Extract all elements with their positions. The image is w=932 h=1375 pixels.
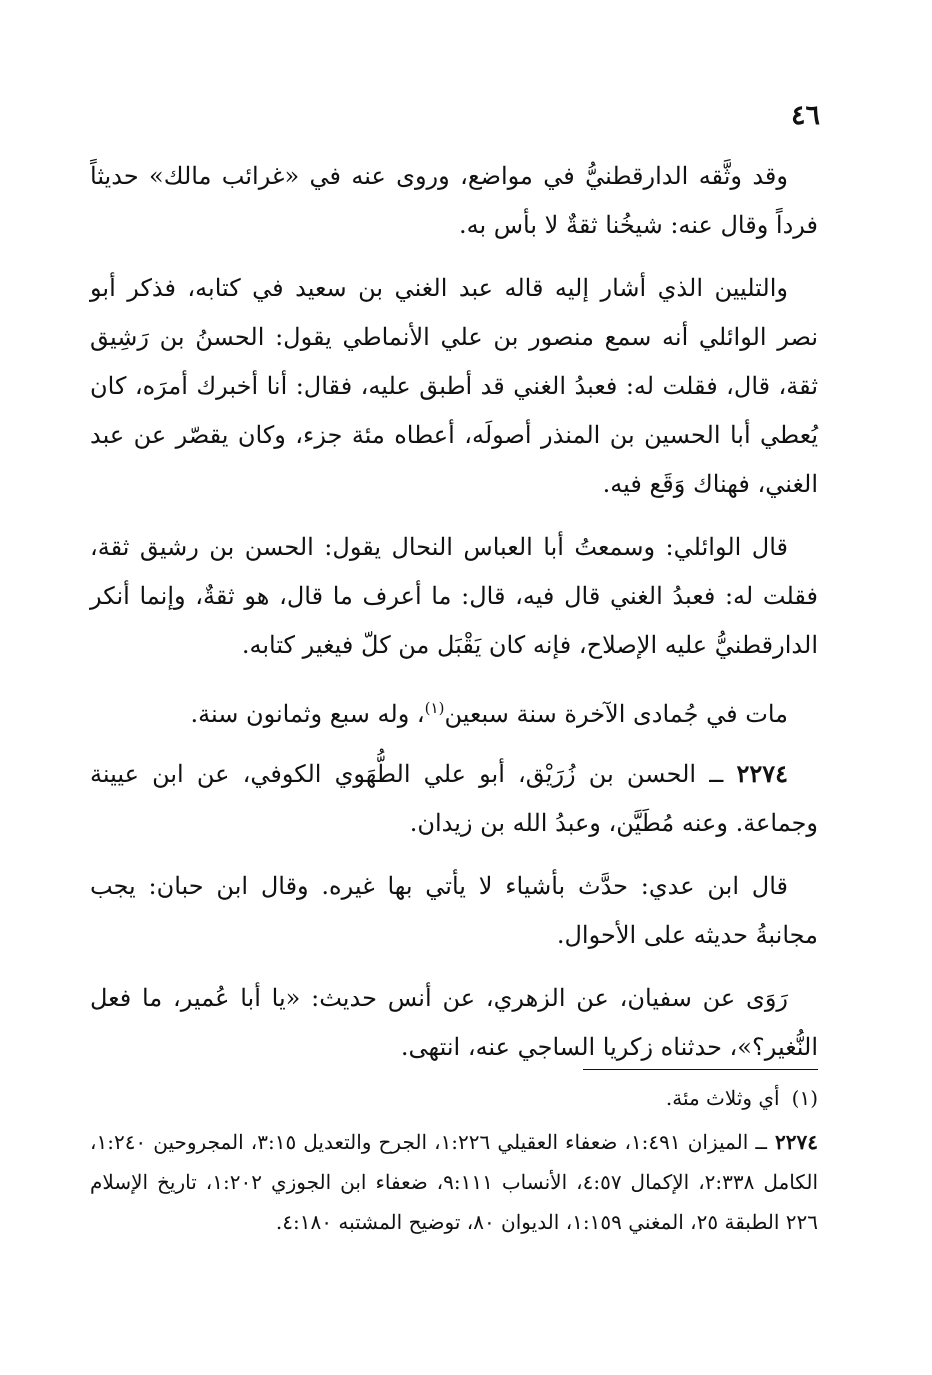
entry-2274 [90, 749, 818, 848]
footnote-1-text: أي وثلاث مئة. [665, 1086, 780, 1110]
footnotes-section [90, 1078, 818, 1242]
paragraph-1: وقد وثَّقه الدارقطنيُّ في مواضع، وروى عنه في «غرائب مالك» حديثاً فرداً وقال عنه: شيخُنا ثقةٌ لا بأس به. [90, 162, 818, 239]
paragraph-4-tail: ، وله سبع وثمانون سنة. [190, 700, 425, 728]
paragraph-7: رَوَى عن سفيان، عن الزهري، عن أنس حديث: «يا أبا عُمير، ما فعل النُّغير؟»، حدثناه زكريا الساجي عنه، انتهى. [90, 984, 818, 1061]
paragraph-4-text: مات في جُمادى الآخرة سنة سبعين [444, 700, 788, 728]
paragraph-2: والتليين الذي أشار إليه قاله عبد الغني بن سعيد في كتابه، فذكر أبو نصر الوائلي أنه سمع منصور بن علي الأنماطي يقول: الحسنُ بن رَشِيق ثقة، قال، فقلت له: فعبدُ الغني قد أطبق عليه، فقال: أنا أخبرك أمرَه، كان يُعطي أبا الحسين بن المنذر أصولَه، أعطاه مئة جزء، وكان يقصّر عن عبد الغني، فهناك وَقَع فيه. [90, 274, 819, 498]
footnote-2274-marker: ٢٢٧٤ [775, 1130, 819, 1154]
paragraph-4 [90, 684, 818, 739]
footnote-reference: (١) [424, 699, 445, 717]
entry-text: ــ الحسن بن زُرَيْق، أبو علي الطُّهَوي الكوفي، عن ابن عيينة وجماعة. وعنه مُطَيَّن، وعبدُ الله بن زيدان. [90, 760, 818, 837]
footnote-2274 [90, 1122, 818, 1242]
paragraph-3: قال الوائلي: وسمعتُ أبا العباس النحال يقول: الحسن بن رشيق ثقة، فقلت له: فعبدُ الغني قال فيه، قال: ما أعرف ما قال، هو ثقةٌ، وإنما أنكر الدارقطنيُّ عليه الإصلاح، فإنه كان يَقْبَل من كلّ فيغير كتابه. [90, 533, 818, 659]
footnote-1 [90, 1078, 818, 1118]
footnote-1-marker: (١) [791, 1086, 818, 1110]
page-number: ٤٦ [790, 100, 820, 131]
main-text [90, 152, 818, 1086]
entry-number: ٢٢٧٤ [736, 759, 788, 788]
footnote-2274-text: ــ الميزان ١:٤٩١، ضعفاء العقيلي ١:٢٢٦، الجرح والتعديل ٣:١٥، المجروحين ١:٢٤٠، الكامل ٢:٣٣٨، الإكمال ٤:٥٧، الأنساب ٩:١١١، ضعفاء ابن الجوزي ١:٢٠٢، تاريخ الإسلام ٢٢٦ الطبقة ٢٥، المغني ١:١٥٩، الديوان ٨٠، توضيح المشتبه ٤:١٨٠. [90, 1130, 819, 1234]
footnote-separator [583, 1069, 818, 1070]
paragraph-6: قال ابن عدي: حدَّث بأشياء لا يأتي بها غيره. وقال ابن حبان: يجب مجانبةُ حديثه على الأحوال. [90, 872, 818, 949]
